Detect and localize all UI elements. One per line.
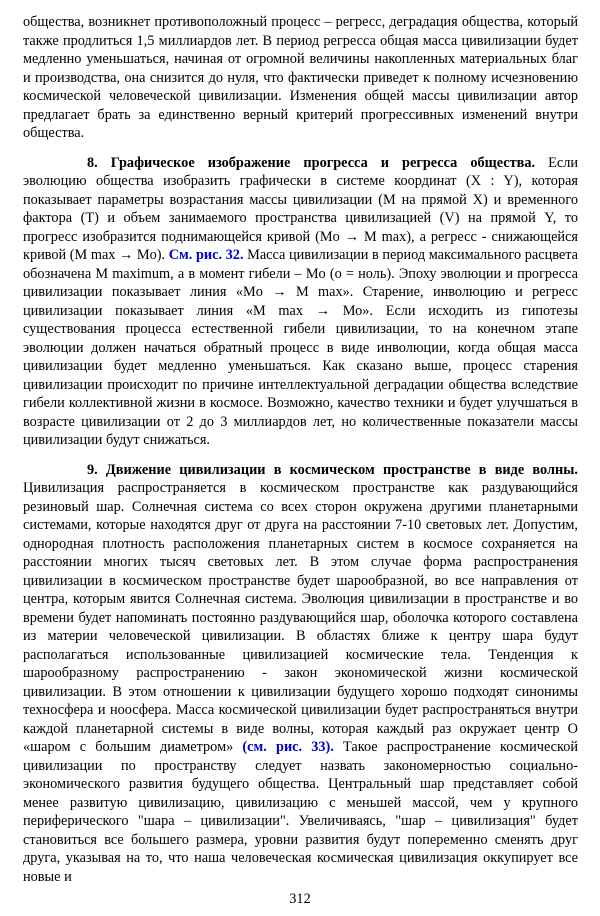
section-8-heading: 8. Графическое изображение прогресса и регресса общества. [87,154,536,171]
figure-33-link[interactable]: (см. рис. 33). [242,739,334,755]
paragraph-section-8 [23,154,578,450]
section-8-text-before-link: Если эволюцию общества изобразить графически в системе координат (X : Y), которая показывает параметры возрастания массы цивилизации (M на прямой X) и временного фактора (T) и объем занимаемого пространства цивилизацией (V) на прямой Y, то прогресс изобразится поднимающейся кривой (Mo → M max), а регресс - снижающейся кривой (M max → Mo). [23,154,579,263]
paragraph-regress [23,13,578,143]
paragraph-regress-text: общества, возникнет противоположный процесс – регресс, деградация общества, который также продлиться 1,5 миллиардов лет. В период регресса общая масса цивилизации будет медленно уменьшаться, начиная от огромной величины накопленных материальных благ и производства, она снизится до нуля, что фактически приведет к полному исчезновению космической человеческой цивилизации. Изменения общей массы цивилизации автор предлагает брать за единственно верный критерий прогрессивных изменений внутри общества. [23,14,578,141]
section-9-text-before-link: Цивилизация распространяется в космическом пространстве как раздувающийся резиновый шар. Солнечная система со всех сторон окружена другими планетарными системами, которые находятся друг от друга на расстоянии 7-10 световых лет. Допустим, однородная плотность расположения планетарных систем в космосе сохраняется на расстоянии многих тысяч световых лет. В этом случае форма распространения цивилизации в космическом пространстве будет шарообразной, во все направления от центра, которым явится Солнечная система. Эволюция цивилизации в пространстве и во времени будет напоминать постоянно раздувающийся шар, оболочка которого составлена из материи человеческой цивилизации. В областях ближе к центру шара будут располагаться использованные цивилизацией космические тела. Тенденция к шарообразному распространению - закон экономической жизни космической цивилизации. В этом отношении к цивилизации будущего хорошо подходят синонимы техносфера и ноосфера. Масса космической цивилизации будет распространяться внутри каждой планетарной системы в виде волны, которая каждый раз окружает центр O «шаром с большим диаметром» [23,480,578,755]
section-9-text-after-link: Такое распространение космической цивилизации по пространству следует назвать закономерностью социально-экономического развития будущего общества. Центральный шар представляет собой менее развитую цивилизацию, цивилизацию с меньшей массой, чем у крупного периферического "шара – цивилизации". Увеличиваясь, "шар – цивилизация" будет становиться все большего размера, уровни развития будут попеременно сменять друг друга, указывая на то, что наша человеческая космическая цивилизация оккупирует все новые и [23,739,579,885]
section-8-text-after-link: Масса цивилизации в период максимального расцвета обозначена M maximum, а в момент гибели – Mo (o = ноль). Эпоху эволюции и прогресса цивилизации показывает линия «Mo → M max». Старение, инволюцию и регресс цивилизации показывает линия «M max → Мо». Если исходить из гипотезы существования процесса естественной гибели цивилизации, то на конечном этапе эволюции должен начаться обратный процесс в виде инволюции, когда общая масса цивилизации будет медленно уменьшаться. Как сказано выше, процесс старения цивилизации происходит по причине интеллектуальной деградации общества вследствие гибели коллективной жизни в космосе. Возможно, качество техники и будет улучшаться в возрасте цивилизации от 2 до 3 миллиардов лет, но количественные показатели массы цивилизации будут снижаться. [23,247,579,448]
section-9-heading: 9. Движение цивилизации в космическом пространстве в виде волны. [87,461,578,478]
paragraph-section-9 [23,461,578,887]
page-number: 312 [289,890,311,907]
figure-32-link[interactable]: См. рис. 32. [168,247,244,263]
